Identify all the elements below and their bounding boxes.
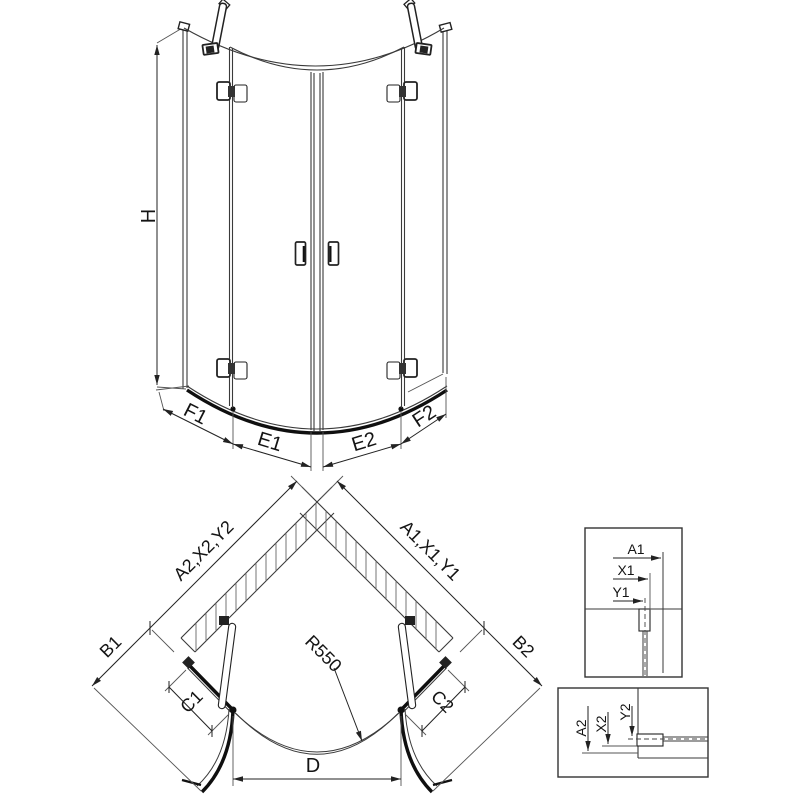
dim-label-c1: C1 bbox=[176, 686, 207, 717]
dim-label-d: D bbox=[305, 755, 321, 777]
dim-label-radius: R550 bbox=[301, 631, 346, 676]
dim-label-b2: B2 bbox=[508, 631, 539, 662]
dim-label-right-wall: A1,X1,Y1 bbox=[396, 516, 465, 585]
dim-label-e1: E1 bbox=[254, 428, 285, 457]
dim-label-h: H bbox=[138, 208, 160, 224]
dim-label-x2: X2 bbox=[593, 715, 609, 733]
wall-profile-bottom-detail bbox=[637, 734, 663, 746]
dim-label-c2: C2 bbox=[427, 686, 458, 717]
left-door-handle bbox=[296, 242, 306, 265]
dim-label-y2: Y2 bbox=[617, 703, 633, 721]
dim-label-f2: F2 bbox=[408, 400, 441, 433]
dim-label-e2: E2 bbox=[349, 428, 380, 457]
dim-label-x1: X1 bbox=[617, 562, 635, 578]
right-door-handle bbox=[329, 242, 339, 265]
dim-label-left-wall: A2,X2,Y2 bbox=[169, 516, 238, 585]
dim-label-a1: A1 bbox=[627, 541, 645, 557]
dim-label-y1: Y1 bbox=[612, 584, 630, 600]
dim-label-f1: F1 bbox=[179, 399, 211, 430]
dim-label-b1: B1 bbox=[95, 631, 126, 662]
dim-label-a2: A2 bbox=[573, 719, 589, 737]
wall-profile-top-detail bbox=[639, 609, 650, 631]
